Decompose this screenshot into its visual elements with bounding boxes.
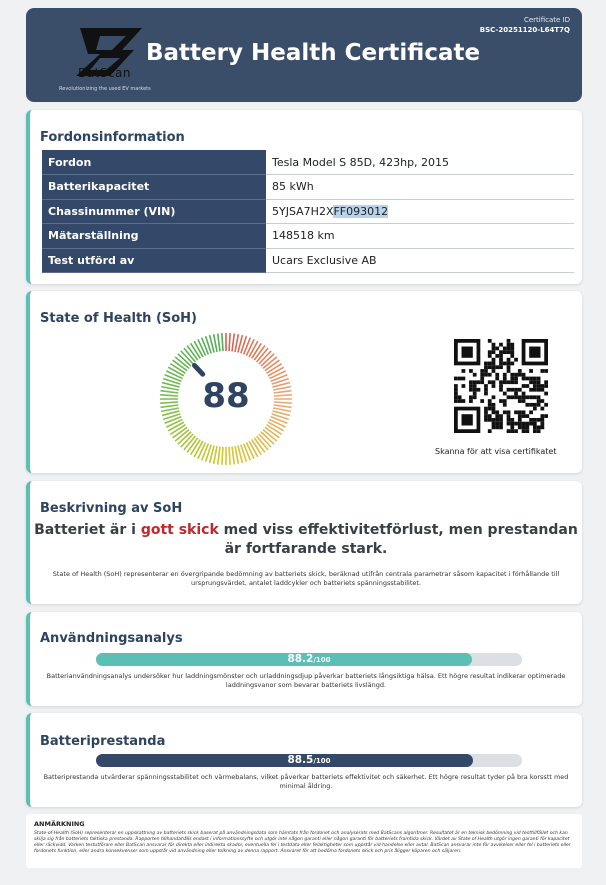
- table-row: [42, 224, 574, 249]
- gauge-tick: [198, 442, 206, 458]
- soh-description-card: [26, 481, 582, 604]
- gauge-tick: [246, 442, 254, 458]
- statement-text: Batteriet är i: [34, 522, 141, 538]
- gauge-tick: [229, 333, 230, 351]
- vin-part: 5YJSA7H2X: [272, 204, 334, 218]
- vin-value[interactable]: [266, 199, 574, 224]
- gauge-tick: [222, 333, 223, 351]
- gauge-needle: [195, 365, 203, 374]
- gauge-tick: [166, 419, 182, 427]
- row-label: Fordon: [42, 150, 266, 175]
- certificate-header: [26, 8, 582, 102]
- gauge-tick: [232, 334, 234, 352]
- table-row: [42, 175, 574, 200]
- usage-score: [96, 653, 522, 666]
- row-value: 148518 km: [266, 224, 574, 249]
- gauge-tick: [229, 447, 230, 465]
- vehicle-info-card: [26, 110, 582, 284]
- disclaimer-note: [26, 814, 582, 868]
- usage-heading: Användningsanalys: [40, 631, 183, 646]
- soh-description-heading: Beskrivning av SoH: [40, 501, 183, 516]
- performance-bar: [96, 754, 522, 767]
- gauge-tick: [218, 334, 220, 352]
- table-row: [42, 150, 574, 175]
- performance-score: [96, 754, 522, 767]
- soh-card: [26, 291, 582, 473]
- performance-card: [26, 713, 582, 807]
- performance-description: Batteriprestanda utvärderar spänningsstabilitet och värmebalans, vilket påverkar batteriets effektivitet och säkerhet. Ett högre resultat tyder på bra korsstt med minimal åldring.: [43, 773, 569, 790]
- performance-heading: Batteriprestanda: [40, 734, 166, 749]
- soh-description-text: State of Health (SoH) representerar en övergripande bedömning av batteriets skick, beräknad utifrån centrala parametrar såsom kapacitet i förhållande till ursprungsvärdet, antalet laddcykler och batteriets spänningsstabilitet.: [52, 570, 560, 587]
- gauge-tick: [235, 334, 238, 352]
- certificate-id-label: Certificate ID: [523, 16, 570, 24]
- row-label: Chassinummer (VIN): [42, 199, 266, 224]
- statement-text: med viss effektivitetförlust, men prestandan är fortfarande stark.: [218, 522, 578, 557]
- row-value: 85 kWh: [266, 175, 574, 200]
- vehicle-info-heading: Fordonsinformation: [40, 130, 185, 145]
- logo-text: BatScan: [78, 66, 131, 80]
- usage-card: [26, 612, 582, 706]
- note-text: State-of-Health (SoH) representerar en uppskattning av batteriets skick baserat på användningsdata som hämtats från fordonet och analyserats med BatScans algoritmer. Resultatet är en teknisk bedömning vid testtillfället och kan skilja sig från batteriets faktiska prestanda. Rapporten tillhandahålls endast i informationssyfte och utgör inte någon garanti eller någon garanti för batteriets framtida skick. Värdet av State of Health utgör ingen garanti för kapacitet eller räckvidd. Varken testutförare eller BatScan ansvarar för direkta eller indirekta skador, eventuella fel i testdata eller felaktigheter som uppstår vid handelse eller avtal. BatScan ansvarar inte för avvikelser eller fel i batteriets eller fordonets funktion, eller andra konsekvenser som uppstår vid användning eller tolkning av denna rapport. Ansvaret för att bedöma fordonets skick och pris åligger köparen och säljaren.: [34, 831, 571, 854]
- vehicle-info-table: [42, 150, 574, 273]
- gauge-tick: [160, 395, 178, 396]
- row-value: Ucars Exclusive AB: [266, 248, 574, 273]
- gauge-tick: [214, 446, 217, 464]
- gauge-tick: [198, 339, 206, 355]
- batscan-logo-icon: [60, 24, 150, 94]
- tagline: Revolutionizing the used EV markets: [59, 86, 151, 92]
- gauge-tick: [214, 334, 217, 352]
- usage-description: Batterianvändningsanalys undersöker hur laddningsmönster och urladdningsdjup påverkar batteriets långsiktiga hälsa. Ett högre resultat indikerar optimerade laddningsvanor som bevarar batteriets livslängd.: [46, 672, 566, 689]
- gauge-tick: [269, 419, 285, 427]
- gauge-tick: [274, 395, 292, 396]
- gauge-tick: [161, 405, 179, 407]
- gauge-tick: [235, 446, 238, 464]
- gauge-tick: [246, 339, 254, 355]
- status-highlight: gott skick: [140, 522, 219, 538]
- note-title: ANMÄRKNING: [34, 820, 85, 828]
- gauge-tick: [161, 391, 179, 393]
- soh-value: 88: [202, 376, 250, 416]
- certificate-id: BSC-20251120-L64T7Q: [479, 26, 570, 34]
- gauge-tick: [273, 408, 291, 411]
- gauge-tick: [161, 408, 179, 411]
- gauge-tick: [274, 402, 292, 403]
- soh-statement: [30, 521, 582, 559]
- soh-heading: State of Health (SoH): [40, 311, 197, 326]
- row-label: Test utförd av: [42, 248, 266, 273]
- qr-code-icon[interactable]: [454, 339, 548, 433]
- gauge-tick: [274, 391, 292, 393]
- performance-value: 88.5: [287, 754, 314, 766]
- row-label: Batterikapacitet: [42, 175, 266, 200]
- soh-gauge: [158, 331, 294, 467]
- row-label: Mätarställning: [42, 224, 266, 249]
- gauge-tick: [166, 371, 182, 379]
- table-row: [42, 199, 574, 224]
- gauge-tick: [218, 447, 220, 465]
- page-title: Battery Health Certificate: [146, 40, 481, 66]
- gauge-tick: [274, 405, 292, 407]
- usage-value: 88.2: [287, 653, 314, 665]
- performance-max: /100: [313, 757, 331, 765]
- gauge-tick: [232, 447, 234, 465]
- qr-caption: Skanna för att visa certifikatet: [435, 447, 557, 456]
- gauge-tick: [161, 387, 179, 390]
- vin-selected-text[interactable]: FF093012: [333, 204, 389, 218]
- row-value: Tesla Model S 85D, 423hp, 2015: [266, 150, 574, 175]
- usage-max: /100: [313, 656, 331, 664]
- table-row: [42, 248, 574, 273]
- gauge-tick: [160, 402, 178, 403]
- gauge-tick: [269, 371, 285, 379]
- usage-bar: [96, 653, 522, 666]
- gauge-tick: [273, 387, 291, 390]
- gauge-tick: [222, 447, 223, 465]
